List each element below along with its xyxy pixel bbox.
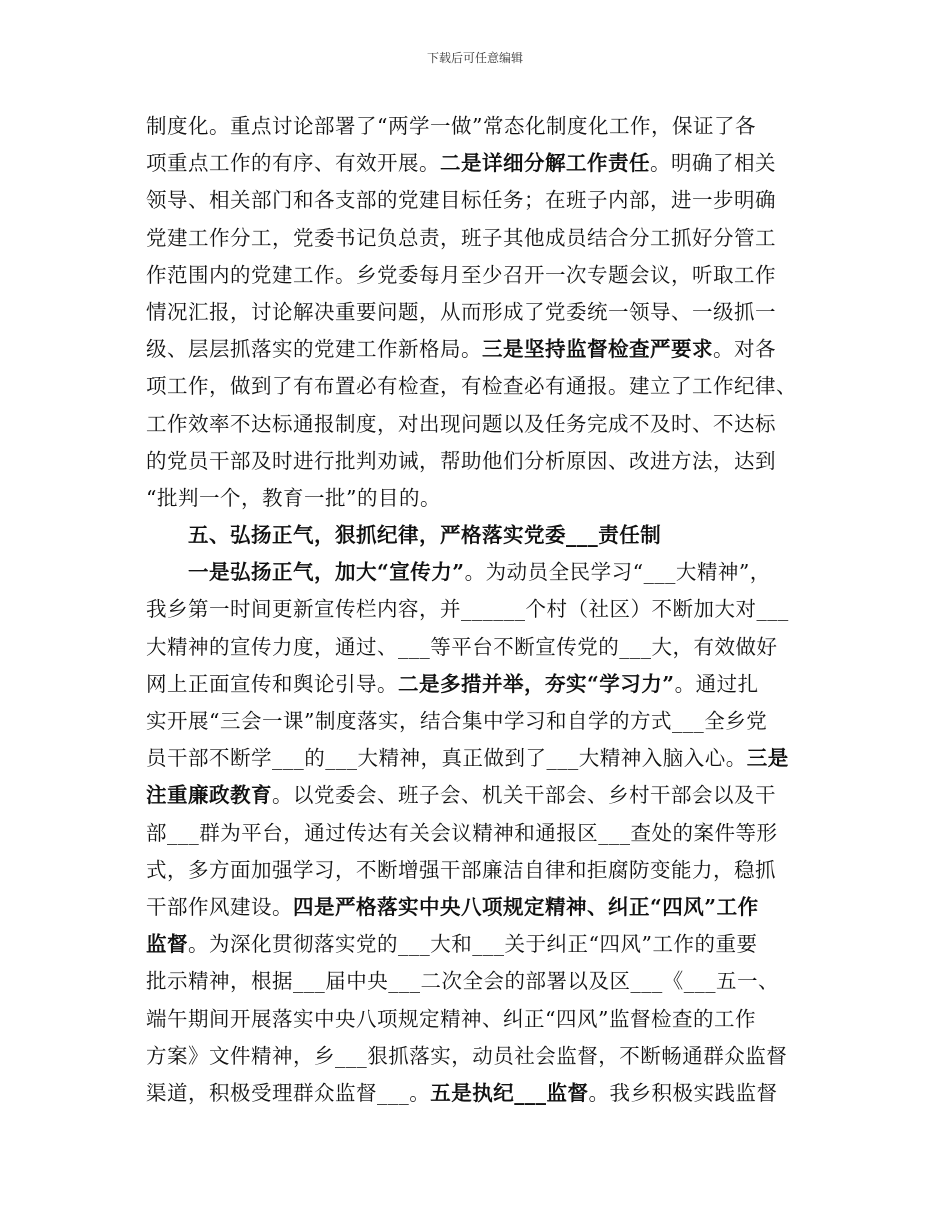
- text-run: 。对各: [713, 337, 776, 362]
- bold-text-run: 五是执纪___监督: [430, 1080, 589, 1105]
- text-run: 工作效率不达标通报制度，对出现问题以及任务完成不及时、不达标: [146, 411, 776, 436]
- text-run: 。通过扎: [674, 671, 759, 696]
- text-run: 干部作风建设。: [146, 894, 293, 919]
- bold-text-run: 三是: [746, 746, 789, 771]
- text-run: 部___群为平台，通过传达有关会议精神和通报区___查处的案件等形: [146, 820, 778, 845]
- text-run: 批示精神，根据___届中央___二次全会的部署以及区___《___五一、: [146, 969, 779, 994]
- bold-text-run: 二是多措并举，夯实“学习力”: [398, 671, 675, 696]
- text-run: 。为深化贯彻落实党的___大和___关于纠正“四风”工作的重要: [188, 932, 758, 957]
- text-run: 党建工作分工，党委书记负总责，班子其他成员结合分工抓好分管工: [146, 225, 776, 250]
- text-line: [146, 517, 814, 554]
- text-line: [146, 889, 814, 926]
- text-line: [146, 666, 814, 703]
- text-line: [146, 1075, 814, 1112]
- text-line: [146, 815, 814, 852]
- text-run: 渠道，积极受理群众监督___。: [146, 1080, 431, 1105]
- text-line: [146, 629, 814, 666]
- text-line: [146, 145, 814, 182]
- text-line: [146, 443, 814, 480]
- text-line: [146, 220, 814, 257]
- text-line: [146, 182, 814, 219]
- text-line: [146, 1001, 814, 1038]
- text-run: 领导、相关部门和各支部的党建目标任务；在班子内部，进一步明确: [146, 188, 776, 213]
- bold-text-run: 五、弘扬正气，狠抓纪律，严格落实党委___责任制: [188, 523, 662, 548]
- text-run: 作范围内的党建工作。乡党委每月至少召开一次专题会议，听取工作: [146, 262, 776, 287]
- bold-text-run: 四是严格落实中央八项规定精神、纠正“四风”工作: [293, 894, 759, 919]
- text-line: [146, 480, 814, 517]
- bold-text-run: 一是弘扬正气，加大“宣传力”: [188, 560, 465, 585]
- text-line: [146, 926, 814, 963]
- text-run: 项工作，做到了有布置必有检查，有检查必有通报。建立了工作纪律、: [146, 374, 797, 399]
- text-line: [146, 554, 814, 591]
- text-line: [146, 740, 814, 777]
- text-line: [146, 406, 814, 443]
- bold-text-run: 三是坚持监督检查严要求: [482, 337, 713, 362]
- text-run: 。我乡积极实践监督: [588, 1080, 778, 1105]
- text-run: 方案》文件精神，乡___狠抓落实，动员社会监督，不断畅通群众监督: [146, 1043, 788, 1068]
- bold-text-run: 监督: [146, 932, 188, 957]
- text-run: 实开展“三会一课”制度落实，结合集中学习和自学的方式___全乡党: [146, 709, 768, 733]
- document-body: [146, 108, 814, 1112]
- text-run: 制度化。重点讨论部署了“两学一做”常态化制度化工作，保证了各: [146, 114, 756, 138]
- bold-text-run: 二是详细分解工作责任: [440, 151, 650, 176]
- text-run: 我乡第一时间更新宣传栏内容，并______个村（社区）不断加大对___: [146, 597, 789, 622]
- bold-text-run: 注重廉政教育: [146, 783, 272, 808]
- text-run: 级、层层抓落实的党建工作新格局。: [146, 337, 482, 362]
- text-run: “批判一个，教育一批”的目的。: [146, 485, 441, 510]
- text-line: [146, 108, 814, 145]
- text-run: 网上正面宣传和舆论引导。: [146, 671, 398, 696]
- text-run: 。为动员全民学习“___大精神”，: [464, 560, 771, 585]
- text-line: [146, 368, 814, 405]
- text-run: 项重点工作的有序、有效开展。: [146, 151, 440, 176]
- text-run: 。明确了相关: [650, 151, 776, 176]
- text-run: 端午期间开展落实中央八项规定精神、纠正“四风”监督检查的工作: [146, 1006, 756, 1031]
- text-line: [146, 852, 814, 889]
- text-line: [146, 963, 814, 1000]
- text-run: 的党员干部及时进行批判劝诫，帮助他们分析原因、改进方法，达到: [146, 448, 776, 473]
- text-line: [146, 294, 814, 331]
- text-line: [146, 331, 814, 368]
- text-line: [146, 777, 814, 814]
- text-run: 大精神的宣传力度，通过、___等平台不断宣传党的___大，有效做好: [146, 634, 778, 659]
- text-line: [146, 1038, 814, 1075]
- text-run: 员干部不断学___的___大精神，真正做到了___大精神入脑入心。: [146, 746, 747, 771]
- text-run: 。以党委会、班子会、机关干部会、乡村干部会以及干: [272, 783, 776, 808]
- text-run: 情况汇报，讨论解决重要问题，从而形成了党委统一领导、一级抓一: [146, 299, 776, 324]
- text-line: [146, 703, 814, 740]
- text-line: [146, 591, 814, 628]
- text-run: 式，多方面加强学习，不断增强干部廉洁自律和拒腐防变能力，稳抓: [146, 857, 776, 882]
- page-header: 下载后可任意编辑: [426, 51, 523, 65]
- text-line: [146, 257, 814, 294]
